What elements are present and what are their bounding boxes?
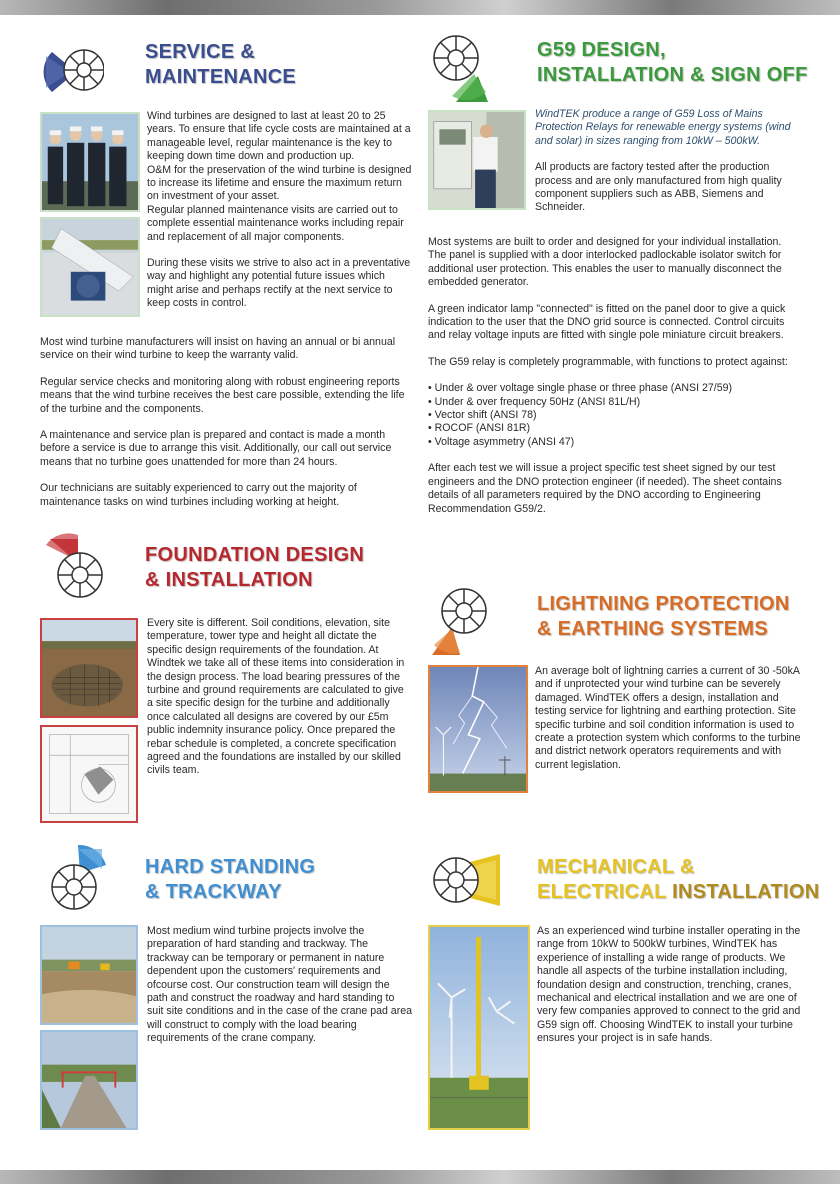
list-item: • Voltage asymmetry (ANSI 47) — [428, 436, 800, 449]
foundation-rebar-photo — [40, 618, 138, 718]
lightning-text: An average bolt of lightning carries a current of 30 -50kA and if unprotected your wind turbine can be severely damaged. WindTEK offers a design, installation and testing service for lightning and earthing protection. Site specific turbine and soil condition information is used to create a protection system which conforms to the turbine and district network operators requirements and with current legislation. — [535, 665, 801, 771]
service-paragraph-8: Our technicians are suitably experienced to carry out the majority of maintenance tasks on wind turbines including working at height. — [40, 482, 357, 508]
mechanical-title-line-2a: ELECTRICAL — [537, 881, 673, 903]
g59-paragraph-3: A green indicator lamp "connected" is fitted on the panel door to give a quick indication to the user that the DNO grid source is connected. Control circuits and relay voltage inputs are fitted with single pole miniature circuit breakers. — [428, 302, 786, 342]
g59-protection-list — [428, 382, 800, 449]
trackway-road-photo — [40, 1030, 138, 1130]
list-item: • Under & over voltage single phase or three phase (ANSI 27/59) — [428, 382, 800, 395]
mechanical-text: As an experienced wind turbine installer operating in the range from 10kW to 500kW turbines, WindTEK has experience of installing a wide range of products. We handle all aspects of the turbine installation including, foundation design and construction, trenching, cranes, mechanical and electrical installation and we are one of very few companies approved to connect to the grid and G59 sign off. Choosing WindTEK to install your turbine ensures your project is in safe hands. — [537, 925, 801, 1045]
list-item: • Vector shift (ANSI 78) — [428, 409, 800, 422]
hard-standing-text: Most medium wind turbine projects involve the preparation of hard standing and trackway. The trackway can be temporary or permanent in nature dependent upon the customers' requirements and ofcourse cost. Our construction team will design the path and construct the roadway and hard standing to suit site conditions and in the case of the crane pad area will construct to comply with the load bearing requirements of the crane company. — [147, 925, 413, 1045]
foundation-title: FOUNDATION DESIGN & INSTALLATION — [145, 544, 365, 591]
lightning-title: LIGHTNING PROTECTION & EARTHING SYSTEMS — [537, 593, 790, 640]
list-item: • Under & over frequency 50Hz (ANSI 81L/H) — [428, 396, 800, 409]
service-title: SERVICE & MAINTENANCE — [145, 41, 297, 88]
service-paragraph-1: Wind turbines are designed to last at least 20 to 25 years. To ensure that life cycle costs are maintained at a manageable level, regular maintenance is the key to keeping down time down and production up. — [147, 110, 411, 163]
g59-paragraph-5: After each test we will issue a project specific test sheet signed by our test engineers and the DNO protection engineer (if needed). The sheet contains details of all parameters required by the DNO according to Engineering Recommendation G59/2. — [428, 462, 782, 515]
g59-panel-photo — [428, 110, 526, 210]
service-paragraph-5: Most wind turbine manufacturers will insist on having an annual or bi annual service on their wind turbine to keep the warranty valid. — [40, 336, 396, 362]
top-gradient-bar — [0, 0, 840, 15]
bottom-gradient-bar — [0, 1170, 840, 1184]
service-paragraph-2: O&M for the preservation of the wind turbine is designed to increase its lifetime and ensure the maximum return on investment of your asset. — [147, 163, 412, 203]
trackway-excavation-photo — [40, 925, 138, 1025]
g59-paragraph-1: All products are factory tested after the production process and are only manufactured from high quality component suppliers such as ABB, Siemens and Schneider. — [535, 161, 782, 214]
wheel-icon-mechanical — [430, 852, 500, 908]
wheel-icon-foundation — [40, 533, 110, 603]
wheel-icon-lightning — [430, 585, 500, 655]
hard-standing-title: HARD STANDING & TRACKWAY — [145, 856, 316, 903]
mechanical-title — [537, 855, 819, 905]
g59-intro-text — [535, 108, 805, 215]
g59-paragraph-4: The G59 relay is completely programmable, with functions to protect against: — [428, 355, 788, 368]
foundation-drawing-image — [40, 725, 138, 823]
g59-paragraph-2: Most systems are built to order and designed for your individual installation. The panel is supplied with a door interlocked padlockable isolator switch for additional user protection. This enables the user to manually disconnect the embedded generator. — [428, 236, 782, 289]
service-paragraph-4: During these visits we strive to also act in a preventative way and highlight any potential future issues which might arise and perhaps rectify at the next service to keep costs in control. — [147, 257, 411, 310]
wheel-icon-service — [40, 40, 104, 104]
foundation-text: Every site is different. Soil conditions, elevation, site temperature, tower type and height all dictate the specific design requirements of the foundation. At Windtek we take all of these items into consideration in the design process. The load bearing pressures of the turbine and ground requirements are calculated to give a site specific design for the turbine and additionally once calculated all designs are covered by our £5m public indemnity insurance policy. Once prepared the rebar schedule is completed, a concrete specification agreed and the foundations are installed by our skilled civils team. — [147, 617, 405, 777]
turbine-hub-photo — [40, 217, 140, 317]
service-intro-text — [147, 110, 412, 311]
wheel-icon-g59 — [428, 32, 498, 102]
crane-installation-photo — [428, 925, 530, 1130]
service-paragraph-3: Regular planned maintenance visits are carried out to complete essential maintenance works including repair and replacement of all major components. — [147, 203, 404, 243]
g59-title: G59 DESIGN, INSTALLATION & SIGN OFF — [537, 39, 808, 86]
mechanical-title-line-2b: INSTALLATION — [672, 881, 820, 903]
lightning-photo — [428, 665, 528, 793]
service-paragraph-6: Regular service checks and monitoring along with robust engineering reports means that the wind turbine receives the best care possible, extending the life of the turbine and the components. — [40, 375, 405, 415]
g59-body-text — [428, 236, 800, 516]
technicians-photo — [40, 112, 140, 212]
list-item: • ROCOF (ANSI 81R) — [428, 422, 800, 435]
service-paragraph-7: A maintenance and service plan is prepared and contact is made a month before a service is due to arrange this visit. Additionally, our call out service means that no turbine goes unattended for more than 24 hours. — [40, 429, 392, 468]
g59-intro: WindTEK produce a range of G59 Loss of Mains Protection Relays for renewable energy systems (wind and solar) in sizes ranging from 10kW – 500kW. — [535, 108, 791, 147]
mechanical-title-line-1: MECHANICAL & — [537, 856, 695, 878]
wheel-icon-hard-standing — [40, 843, 110, 913]
service-body-text — [40, 336, 412, 509]
